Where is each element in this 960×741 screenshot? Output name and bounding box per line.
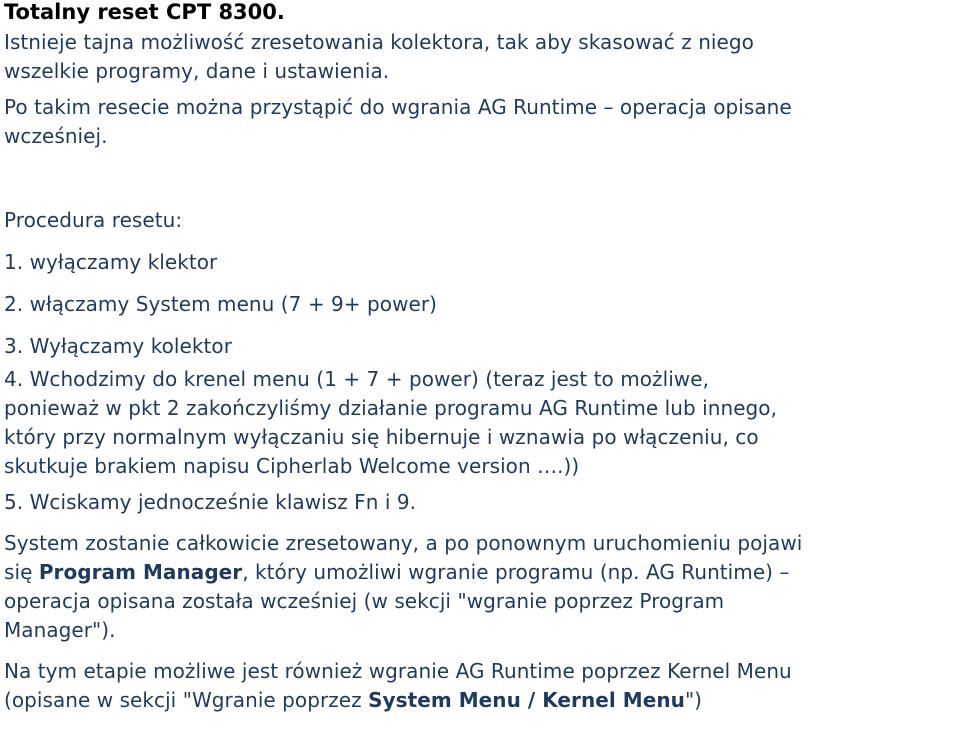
- procedure-step-4-line-4: skutkuje brakiem napisu Cipherlab Welcome version ….)): [4, 454, 580, 478]
- intro-paragraph: [4, 28, 956, 86]
- procedure-step-4-line-1: 4. Wchodzimy do krenel menu (1 + 7 + power) (teraz jest to możliwe,: [4, 367, 709, 391]
- result-line-4: Manager").: [4, 618, 116, 642]
- result-line-2-pre: się: [4, 560, 39, 584]
- procedure-heading: Procedura resetu:: [4, 208, 183, 232]
- result-paragraph: [4, 529, 956, 645]
- result-line-2-post: , który umożliwi wgranie programu (np. AG Runtime) –: [242, 560, 790, 584]
- procedure-section: [4, 199, 956, 367]
- procedure-step-4-line-2: ponieważ w pkt 2 zakończyliśmy działanie programu AG Runtime lub innego,: [4, 396, 777, 420]
- alternative-line-2-post: "): [684, 688, 703, 712]
- intro-line-3: Po takim resecie można przystąpić do wgrania AG Runtime – operacja opisane: [4, 95, 792, 119]
- program-manager-bold: Program Manager: [38, 560, 243, 584]
- result-line-1: System zostanie całkowicie zresetowany, a po ponownym uruchomieniu pojawi: [4, 531, 803, 555]
- alternative-line-2-pre: (opisane w sekcji "Wgranie poprzez: [4, 688, 369, 712]
- document-title: Totalny reset CPT 8300.: [4, 0, 285, 24]
- alternative-paragraph: [4, 657, 956, 715]
- procedure-step-4: [4, 365, 956, 481]
- procedure-step-3: 3. Wyłączamy kolektor: [4, 334, 232, 358]
- alternative-line-2: [4, 686, 956, 715]
- result-line-2: [4, 558, 956, 587]
- intro-line-4: wcześniej.: [4, 124, 108, 148]
- procedure-step-2: 2. włączamy System menu (7 + 9+ power): [4, 292, 437, 316]
- document-page: [4, 0, 956, 715]
- result-line-3: operacja opisana została wcześniej (w sekcji "wgranie poprzez Program: [4, 589, 725, 613]
- intro-line-2: wszelkie programy, dane i ustawienia.: [4, 59, 390, 83]
- procedure-step-5: [4, 488, 956, 517]
- intro-paragraph-2: [4, 93, 956, 151]
- system-kernel-menu-bold: System Menu / Kernel Menu: [368, 688, 685, 712]
- procedure-step-4-line-3: który przy normalnym wyłączaniu się hibernuje i wznawia po włączeniu, co: [4, 425, 759, 449]
- procedure-step-5-line: 5. Wciskamy jednocześnie klawisz Fn i 9.: [4, 490, 417, 514]
- procedure-step-1: 1. wyłączamy klektor: [4, 250, 218, 274]
- intro-line-1: Istnieje tajna możliwość zresetowania kolektora, tak aby skasować z niego: [4, 30, 754, 54]
- alternative-line-1: Na tym etapie możliwe jest również wgranie AG Runtime poprzez Kernel Menu: [4, 659, 792, 683]
